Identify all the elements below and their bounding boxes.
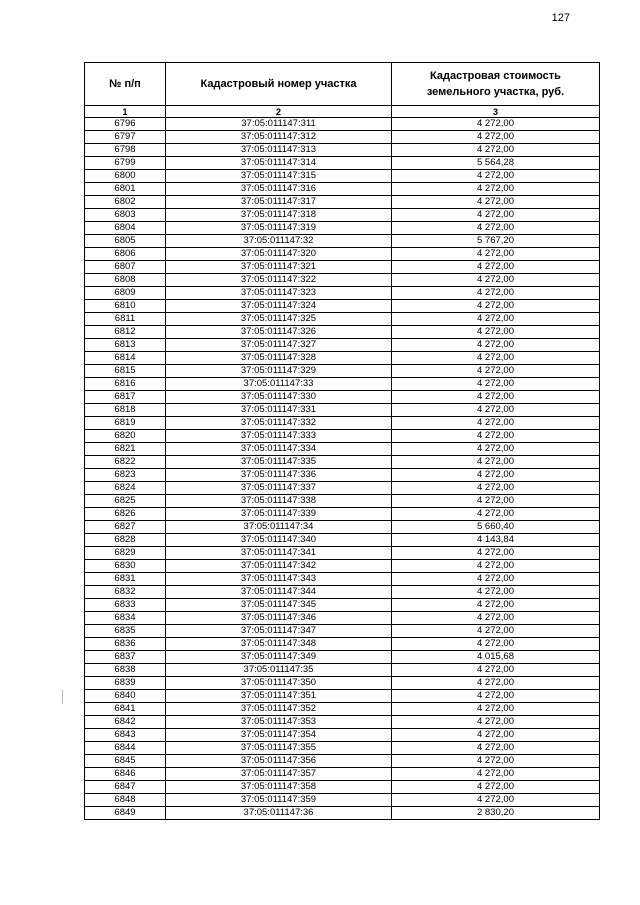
cadastral-table xyxy=(84,62,600,820)
table-row xyxy=(85,170,600,183)
cadastral-number-cell: 37:05:011147:340 xyxy=(166,534,392,547)
table-row xyxy=(85,326,600,339)
table-row xyxy=(85,417,600,430)
row-number-cell: 6810 xyxy=(85,300,166,313)
cadastral-cost-cell: 4 015,68 xyxy=(392,651,600,664)
table-row xyxy=(85,664,600,677)
cadastral-number-cell: 37:05:011147:336 xyxy=(166,469,392,482)
cadastral-cost-cell: 4 272,00 xyxy=(392,729,600,742)
row-number-cell: 6819 xyxy=(85,417,166,430)
table-row xyxy=(85,183,600,196)
table-row xyxy=(85,573,600,586)
cadastral-number-cell: 37:05:011147:319 xyxy=(166,222,392,235)
table-row xyxy=(85,807,600,820)
cadastral-number-cell: 37:05:011147:32 xyxy=(166,235,392,248)
cadastral-cost-cell: 4 272,00 xyxy=(392,547,600,560)
row-number-cell: 6799 xyxy=(85,157,166,170)
table-row xyxy=(85,508,600,521)
table-row xyxy=(85,495,600,508)
cadastral-number-cell: 37:05:011147:312 xyxy=(166,131,392,144)
cadastral-cost-cell: 5 767,20 xyxy=(392,235,600,248)
cadastral-cost-cell: 4 272,00 xyxy=(392,599,600,612)
cadastral-cost-cell: 4 272,00 xyxy=(392,768,600,781)
cadastral-cost-cell: 4 272,00 xyxy=(392,677,600,690)
margin-mark xyxy=(62,690,63,704)
row-number-cell: 6807 xyxy=(85,261,166,274)
cadastral-number-cell: 37:05:011147:342 xyxy=(166,560,392,573)
cadastral-cost-cell: 4 272,00 xyxy=(392,196,600,209)
table-row xyxy=(85,729,600,742)
cadastral-number-cell: 37:05:011147:321 xyxy=(166,261,392,274)
row-number-cell: 6840 xyxy=(85,690,166,703)
cadastral-number-cell: 37:05:011147:322 xyxy=(166,274,392,287)
cadastral-cost-cell: 4 272,00 xyxy=(392,300,600,313)
cadastral-number-cell: 37:05:011147:324 xyxy=(166,300,392,313)
cadastral-cost-cell: 4 272,00 xyxy=(392,794,600,807)
cadastral-number-cell: 37:05:011147:355 xyxy=(166,742,392,755)
cadastral-cost-cell: 4 272,00 xyxy=(392,690,600,703)
table-row xyxy=(85,131,600,144)
row-number-cell: 6828 xyxy=(85,534,166,547)
row-number-cell: 6823 xyxy=(85,469,166,482)
table-row xyxy=(85,794,600,807)
cadastral-cost-cell: 4 272,00 xyxy=(392,482,600,495)
column-number: 2 xyxy=(166,106,392,118)
table-row xyxy=(85,378,600,391)
row-number-cell: 6830 xyxy=(85,560,166,573)
column-number: 3 xyxy=(392,106,600,118)
cadastral-cost-cell: 4 272,00 xyxy=(392,326,600,339)
table-row xyxy=(85,157,600,170)
row-number-cell: 6827 xyxy=(85,521,166,534)
cadastral-number-cell: 37:05:011147:353 xyxy=(166,716,392,729)
table-row xyxy=(85,144,600,157)
header-cost-line2: земельного участка, руб. xyxy=(426,86,565,98)
cadastral-number-cell: 37:05:011147:348 xyxy=(166,638,392,651)
cadastral-number-cell: 37:05:011147:330 xyxy=(166,391,392,404)
column-number: 1 xyxy=(85,106,166,118)
table-row xyxy=(85,638,600,651)
cadastral-number-cell: 37:05:011147:352 xyxy=(166,703,392,716)
cadastral-number-cell: 37:05:011147:337 xyxy=(166,482,392,495)
table-header-row xyxy=(85,63,600,106)
table-row xyxy=(85,560,600,573)
table-row xyxy=(85,547,600,560)
table-row xyxy=(85,456,600,469)
table-row xyxy=(85,118,600,131)
cadastral-cost-cell: 4 272,00 xyxy=(392,755,600,768)
table-row xyxy=(85,365,600,378)
row-number-cell: 6848 xyxy=(85,794,166,807)
table-row xyxy=(85,404,600,417)
row-number-cell: 6831 xyxy=(85,573,166,586)
cadastral-number-cell: 37:05:011147:318 xyxy=(166,209,392,222)
cadastral-number-cell: 37:05:011147:335 xyxy=(166,456,392,469)
row-number-cell: 6844 xyxy=(85,742,166,755)
cadastral-number-cell: 37:05:011147:325 xyxy=(166,313,392,326)
table-row xyxy=(85,690,600,703)
cadastral-number-cell: 37:05:011147:320 xyxy=(166,248,392,261)
cadastral-cost-cell: 4 272,00 xyxy=(392,378,600,391)
cadastral-cost-cell: 4 272,00 xyxy=(392,131,600,144)
row-number-cell: 6803 xyxy=(85,209,166,222)
cadastral-cost-cell: 5 660,40 xyxy=(392,521,600,534)
row-number-cell: 6839 xyxy=(85,677,166,690)
row-number-cell: 6804 xyxy=(85,222,166,235)
row-number-cell: 6796 xyxy=(85,118,166,131)
cadastral-cost-cell: 4 143,84 xyxy=(392,534,600,547)
cadastral-cost-cell: 4 272,00 xyxy=(392,118,600,131)
cadastral-cost-cell: 4 272,00 xyxy=(392,261,600,274)
cadastral-number-cell: 37:05:011147:341 xyxy=(166,547,392,560)
row-number-cell: 6826 xyxy=(85,508,166,521)
cadastral-number-cell: 37:05:011147:327 xyxy=(166,339,392,352)
cadastral-cost-cell: 4 272,00 xyxy=(392,625,600,638)
cadastral-number-cell: 37:05:011147:358 xyxy=(166,781,392,794)
row-number-cell: 6824 xyxy=(85,482,166,495)
cadastral-number-cell: 37:05:011147:344 xyxy=(166,586,392,599)
cadastral-cost-cell: 4 272,00 xyxy=(392,352,600,365)
cadastral-number-cell: 37:05:011147:334 xyxy=(166,443,392,456)
cadastral-number-cell: 37:05:011147:329 xyxy=(166,365,392,378)
row-number-cell: 6834 xyxy=(85,612,166,625)
cadastral-number-cell: 37:05:011147:359 xyxy=(166,794,392,807)
table-row xyxy=(85,651,600,664)
cadastral-cost-cell: 4 272,00 xyxy=(392,339,600,352)
row-number-cell: 6805 xyxy=(85,235,166,248)
table-row xyxy=(85,352,600,365)
row-number-cell: 6849 xyxy=(85,807,166,820)
cadastral-cost-cell: 4 272,00 xyxy=(392,573,600,586)
cadastral-cost-cell: 4 272,00 xyxy=(392,391,600,404)
cadastral-cost-cell: 4 272,00 xyxy=(392,365,600,378)
cadastral-cost-cell: 4 272,00 xyxy=(392,248,600,261)
cadastral-number-cell: 37:05:011147:333 xyxy=(166,430,392,443)
table-row xyxy=(85,300,600,313)
row-number-cell: 6798 xyxy=(85,144,166,157)
table-row xyxy=(85,274,600,287)
row-number-cell: 6800 xyxy=(85,170,166,183)
row-number-cell: 6841 xyxy=(85,703,166,716)
row-number-cell: 6816 xyxy=(85,378,166,391)
cadastral-number-cell: 37:05:011147:338 xyxy=(166,495,392,508)
row-number-cell: 6821 xyxy=(85,443,166,456)
cadastral-cost-cell: 4 272,00 xyxy=(392,716,600,729)
cadastral-cost-cell: 4 272,00 xyxy=(392,287,600,300)
table-row xyxy=(85,313,600,326)
table-row xyxy=(85,287,600,300)
row-number-cell: 6811 xyxy=(85,313,166,326)
cadastral-number-cell: 37:05:011147:346 xyxy=(166,612,392,625)
cadastral-number-cell: 37:05:011147:349 xyxy=(166,651,392,664)
cadastral-number-cell: 37:05:011147:356 xyxy=(166,755,392,768)
cadastral-number-cell: 37:05:011147:35 xyxy=(166,664,392,677)
row-number-cell: 6802 xyxy=(85,196,166,209)
cadastral-cost-cell: 4 272,00 xyxy=(392,742,600,755)
row-number-cell: 6832 xyxy=(85,586,166,599)
row-number-cell: 6818 xyxy=(85,404,166,417)
header-cadastral-cost xyxy=(392,63,600,106)
table-row xyxy=(85,599,600,612)
table-row xyxy=(85,248,600,261)
row-number-cell: 6820 xyxy=(85,430,166,443)
cadastral-number-cell: 37:05:011147:343 xyxy=(166,573,392,586)
table-row xyxy=(85,716,600,729)
cadastral-cost-cell: 4 272,00 xyxy=(392,144,600,157)
table-row xyxy=(85,521,600,534)
cadastral-cost-cell: 4 272,00 xyxy=(392,508,600,521)
cadastral-cost-cell: 4 272,00 xyxy=(392,170,600,183)
header-cadastral-number: Кадастровый номер участка xyxy=(166,63,392,106)
cadastral-number-cell: 37:05:011147:315 xyxy=(166,170,392,183)
cadastral-cost-cell: 4 272,00 xyxy=(392,638,600,651)
row-number-cell: 6801 xyxy=(85,183,166,196)
cadastral-cost-cell: 4 272,00 xyxy=(392,183,600,196)
row-number-cell: 6836 xyxy=(85,638,166,651)
table-row xyxy=(85,586,600,599)
column-numbers-row xyxy=(85,106,600,118)
cadastral-cost-cell: 4 272,00 xyxy=(392,781,600,794)
row-number-cell: 6829 xyxy=(85,547,166,560)
cadastral-number-cell: 37:05:011147:326 xyxy=(166,326,392,339)
cadastral-number-cell: 37:05:011147:317 xyxy=(166,196,392,209)
cadastral-number-cell: 37:05:011147:316 xyxy=(166,183,392,196)
cadastral-cost-cell: 4 272,00 xyxy=(392,560,600,573)
table-row xyxy=(85,339,600,352)
cadastral-cost-cell: 4 272,00 xyxy=(392,469,600,482)
row-number-cell: 6797 xyxy=(85,131,166,144)
cadastral-number-cell: 37:05:011147:331 xyxy=(166,404,392,417)
table-row xyxy=(85,742,600,755)
table-row xyxy=(85,755,600,768)
cadastral-number-cell: 37:05:011147:313 xyxy=(166,144,392,157)
cadastral-number-cell: 37:05:011147:311 xyxy=(166,118,392,131)
page-number: 127 xyxy=(551,12,570,24)
table-row xyxy=(85,209,600,222)
cadastral-number-cell: 37:05:011147:332 xyxy=(166,417,392,430)
table-row xyxy=(85,768,600,781)
row-number-cell: 6809 xyxy=(85,287,166,300)
row-number-cell: 6808 xyxy=(85,274,166,287)
cadastral-number-cell: 37:05:011147:33 xyxy=(166,378,392,391)
row-number-cell: 6833 xyxy=(85,599,166,612)
cadastral-number-cell: 37:05:011147:34 xyxy=(166,521,392,534)
cadastral-number-cell: 37:05:011147:351 xyxy=(166,690,392,703)
cadastral-number-cell: 37:05:011147:354 xyxy=(166,729,392,742)
table-row xyxy=(85,235,600,248)
cadastral-cost-cell: 4 272,00 xyxy=(392,417,600,430)
cadastral-number-cell: 37:05:011147:314 xyxy=(166,157,392,170)
cadastral-number-cell: 37:05:011147:328 xyxy=(166,352,392,365)
cadastral-number-cell: 37:05:011147:36 xyxy=(166,807,392,820)
row-number-cell: 6806 xyxy=(85,248,166,261)
cadastral-cost-cell: 2 830,20 xyxy=(392,807,600,820)
cadastral-cost-cell: 4 272,00 xyxy=(392,443,600,456)
table-row xyxy=(85,612,600,625)
table-row xyxy=(85,391,600,404)
cadastral-number-cell: 37:05:011147:350 xyxy=(166,677,392,690)
cadastral-cost-cell: 4 272,00 xyxy=(392,222,600,235)
row-number-cell: 6813 xyxy=(85,339,166,352)
table-row xyxy=(85,703,600,716)
table-row xyxy=(85,196,600,209)
cadastral-cost-cell: 4 272,00 xyxy=(392,456,600,469)
cadastral-cost-cell: 5 564,28 xyxy=(392,157,600,170)
cadastral-cost-cell: 4 272,00 xyxy=(392,274,600,287)
header-cost-line1: Кадастровая стоимость xyxy=(430,70,561,82)
cadastral-cost-cell: 4 272,00 xyxy=(392,703,600,716)
cadastral-number-cell: 37:05:011147:357 xyxy=(166,768,392,781)
row-number-cell: 6812 xyxy=(85,326,166,339)
cadastral-number-cell: 37:05:011147:347 xyxy=(166,625,392,638)
table-row xyxy=(85,261,600,274)
table-body xyxy=(85,118,600,820)
row-number-cell: 6817 xyxy=(85,391,166,404)
row-number-cell: 6825 xyxy=(85,495,166,508)
table-row xyxy=(85,469,600,482)
cadastral-number-cell: 37:05:011147:339 xyxy=(166,508,392,521)
table-row xyxy=(85,677,600,690)
row-number-cell: 6847 xyxy=(85,781,166,794)
table-row xyxy=(85,430,600,443)
cadastral-cost-cell: 4 272,00 xyxy=(392,586,600,599)
row-number-cell: 6845 xyxy=(85,755,166,768)
table-row xyxy=(85,781,600,794)
row-number-cell: 6835 xyxy=(85,625,166,638)
table-row xyxy=(85,482,600,495)
header-row-number: № п/п xyxy=(85,63,166,106)
cadastral-number-cell: 37:05:011147:345 xyxy=(166,599,392,612)
cadastral-cost-cell: 4 272,00 xyxy=(392,495,600,508)
cadastral-number-cell: 37:05:011147:323 xyxy=(166,287,392,300)
row-number-cell: 6822 xyxy=(85,456,166,469)
row-number-cell: 6814 xyxy=(85,352,166,365)
row-number-cell: 6838 xyxy=(85,664,166,677)
cadastral-cost-cell: 4 272,00 xyxy=(392,430,600,443)
table-row xyxy=(85,534,600,547)
table-row xyxy=(85,443,600,456)
cadastral-cost-cell: 4 272,00 xyxy=(392,664,600,677)
cadastral-cost-cell: 4 272,00 xyxy=(392,313,600,326)
table-row xyxy=(85,625,600,638)
cadastral-cost-cell: 4 272,00 xyxy=(392,209,600,222)
row-number-cell: 6837 xyxy=(85,651,166,664)
row-number-cell: 6846 xyxy=(85,768,166,781)
row-number-cell: 6843 xyxy=(85,729,166,742)
row-number-cell: 6815 xyxy=(85,365,166,378)
cadastral-cost-cell: 4 272,00 xyxy=(392,612,600,625)
cadastral-cost-cell: 4 272,00 xyxy=(392,404,600,417)
table-row xyxy=(85,222,600,235)
row-number-cell: 6842 xyxy=(85,716,166,729)
